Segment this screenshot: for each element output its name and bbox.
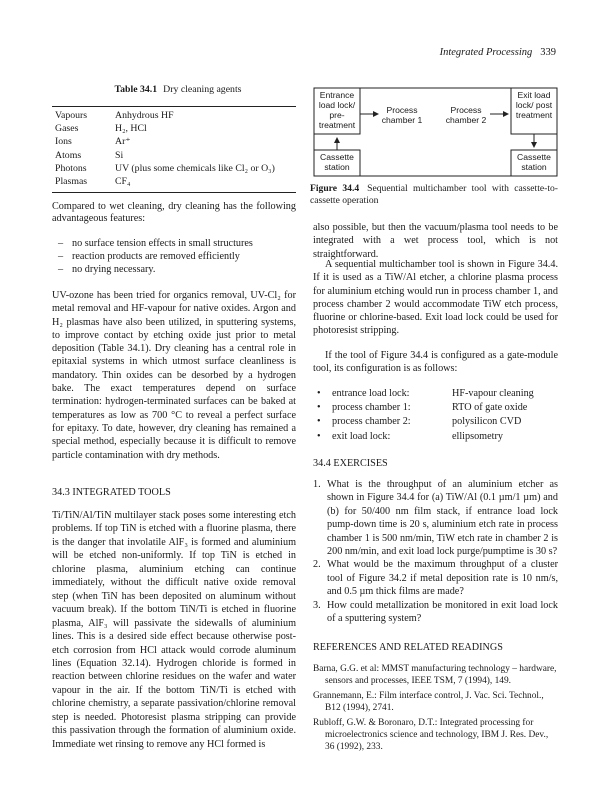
table-cell-key: Photons — [55, 162, 87, 174]
reference-item: Rubloff, G.W. & Boronaro, D.T.: Integrated processing for microelectronics science and technology, IBM J. Res. Dev., 36 (1992), 233. — [313, 717, 549, 753]
list-item — [313, 558, 558, 598]
chamber2-label: Process chamber 2 — [445, 105, 487, 125]
exercise-number: 1. — [313, 479, 321, 490]
figure-caption — [310, 183, 558, 206]
list-item: • exit load lock: ellipsometry — [313, 431, 558, 445]
config-list — [313, 388, 558, 445]
table-cell-key: Vapours — [55, 110, 88, 121]
sequential-tool-paragraph: A sequential multichamber tool is shown in Figure 34.4. If it is used as a TiW/Al etcher, a chlorine plasma process for aluminium etching would run in process chamber 1, and process chamber 2 would accommodate TiW etch process, fluorine or chlorine-based. Exit load lock could be used for photoresist stripping. — [313, 259, 558, 337]
list-item: – no drying necessary. — [52, 264, 296, 277]
exercise-text: What would be the maximum throughput of a cluster tool of Figure 34.2 if metal deposition rate is 10 nm/s, and 0.5 µm thick films are made? — [327, 559, 558, 598]
exercise-number: 2. — [313, 559, 321, 571]
config-label: entrance load lock: — [332, 388, 410, 399]
table-row — [52, 176, 296, 189]
table-row — [52, 110, 296, 123]
config-label: process chamber 1: — [332, 402, 411, 414]
exercise-number: 3. — [313, 599, 321, 611]
table-caption-text: Dry cleaning agents — [163, 84, 242, 95]
table-cell-value: H₂, HCl — [115, 123, 147, 135]
cassette-right-label: Cassette station — [517, 152, 551, 172]
exercise-text: How could metallization be monitored in exit load lock of a sputtering system? — [327, 599, 558, 625]
running-header — [300, 47, 556, 60]
config-value: RTO of gate oxide — [452, 402, 528, 414]
table-cell-key: Gases — [55, 123, 79, 135]
chamber1-label: Process chamber 1 — [381, 105, 423, 125]
section-heading-exercises: 34.4 EXERCISES — [313, 458, 388, 469]
list-item: • process chamber 2: polysilicon CVD — [313, 416, 558, 430]
config-value: ellipsometry — [452, 430, 503, 442]
table-cell-key: Ions — [55, 136, 72, 148]
table-row — [52, 150, 296, 163]
table-cell-value: Anhydrous HF — [115, 110, 174, 121]
table-row — [52, 163, 296, 176]
running-header-title: Integrated Processing — [439, 47, 533, 58]
integrated-tools-paragraph: Ti/TiN/Al/TiN multilayer stack poses some interesting etch problems. If top TiN is etched with a fluorine plasma, there is the danger that involatile AlF₃ is formed and aluminium will be etched non-uniformly. If top TiN is etched in chlorine plasma, aluminium etching can continue immediately, without the difficult native oxide removal step (when TiN has been deposited on aluminum without vacuum break). If the bottom TiN/Ti is etched in fluorine plasma, AlF₃ will passivate the sidewalls of aluminium lines. This is a desired side effect because otherwise post-etch corrosion from HCl attack would corrode aluminum lines (Equation 32.14). Hydrogen chloride is formed in reaction between chlorine residues on the wafer and water vapour in the air. If the bottom TiN/Ti is etched with chlorine chemistry, a separate passivation/chlorine removal step is needed. Photoresist plasma stripping can provide this passivation through the formation of aluminium oxide. Immediate wet rinsing to remove any HCl formed is — [52, 510, 296, 750]
table-row — [52, 123, 296, 136]
list-item: • entrance load lock: HF-vapour cleaning — [313, 388, 558, 402]
intro-paragraph: Compared to wet cleaning, dry cleaning has the following advantageous features: — [52, 201, 296, 225]
table-cell-key: Plasmas — [55, 175, 88, 187]
table-row — [52, 136, 296, 149]
table-cell-key: Atoms — [55, 149, 82, 161]
config-value: HF-vapour cleaning — [452, 388, 534, 399]
figure-caption-text: Sequential multichamber tool with cassette-to-cassette operation — [310, 183, 558, 206]
list-item: • process chamber 1: RTO of gate oxide — [313, 402, 558, 416]
gate-module-paragraph: If the tool of Figure 34.4 is configured as a gate-module tool, its configuration is as follows: — [313, 350, 558, 375]
exercise-text: What is the throughput of an aluminium etcher as shown in Figure 34.4 for (a) TiW/Al (0.1 µm/1 µm) and (b) for 50/400 nm film stack, if entrance load lock pump-down time is 20 s, aluminium etch rate in process chamber 1 is 500 nm/min, TiW etch rate in chamber 2 is 200 nm/min, and exit load lock purge/pumptime is 30 s? — [327, 479, 558, 558]
references-list — [313, 663, 558, 756]
table-cell-value: CF₄ — [115, 175, 131, 187]
features-list — [52, 238, 296, 278]
list-item: – reaction products are removed efficiently — [52, 251, 296, 264]
exit-label: Exit load lock/ post treatment — [515, 90, 553, 120]
dry-cleaning-table — [52, 106, 296, 193]
cassette-left-label: Cassette station — [320, 152, 354, 172]
table-cell-value: Ar⁺ — [115, 136, 131, 148]
uv-ozone-paragraph: UV-ozone has been tried for organics removal, UV-Cl₂ for metal removal and HF-vapour for native oxides. Argon and H₂ plasmas have also been utilized, in sputtering systems, to improve contact by etching oxide just prior to metal deposition (Table 34.1). Dry cleaning has a central role in epitaxial systems in which utmost surface cleanliness is mandatory. Thin oxides can be desorbed by a hydrogen bake. The exact temperatures depend on surface termination: hydrogen-terminated surfaces can be baked at temperatures as low as 700 °C to reveal a perfect surface for epitaxy. To date, however, dry cleaning has remained a special method, especially because it is difficult to remove particle contamination with dry methods. — [52, 290, 296, 461]
list-item: – no surface tension effects in small structures — [52, 238, 296, 251]
config-label: process chamber 2: — [332, 416, 411, 428]
table-cell-value: UV (plus some chemicals like Cl₂ or O₃) — [115, 162, 275, 174]
list-item — [313, 599, 558, 626]
config-value: polysilicon CVD — [452, 416, 522, 428]
entrance-label: Entrance load lock/ pre-treatment — [318, 90, 356, 130]
table-caption — [60, 84, 296, 96]
continuation-paragraph: also possible, but then the vacuum/plasma tool needs to be integrated with a wet process tool, which is not straightforward. — [313, 222, 558, 260]
reference-item: Grannemann, E.: Film interface control, J. Vac. Sci. Technol., B12 (1994), 2741. — [313, 690, 544, 714]
config-label: exit load lock: — [332, 430, 391, 442]
table-cell-value: Si — [115, 149, 124, 161]
page-number: 339 — [540, 47, 556, 58]
figure-multichamber-tool — [310, 86, 558, 180]
section-heading-integrated-tools: 34.3 INTEGRATED TOOLS — [52, 487, 171, 498]
table-label: Table 34.1 — [114, 84, 158, 95]
exercises-list — [313, 478, 558, 625]
section-heading-references: REFERENCES AND RELATED READINGS — [313, 642, 503, 653]
figure-label: Figure 34.4 — [310, 183, 360, 194]
reference-item: Barna, G.G. et al: MMST manufacturing technology – hardware, sensors and processes, IEEE TSM, 7 (1994), 149. — [313, 664, 557, 687]
list-item — [313, 478, 558, 558]
